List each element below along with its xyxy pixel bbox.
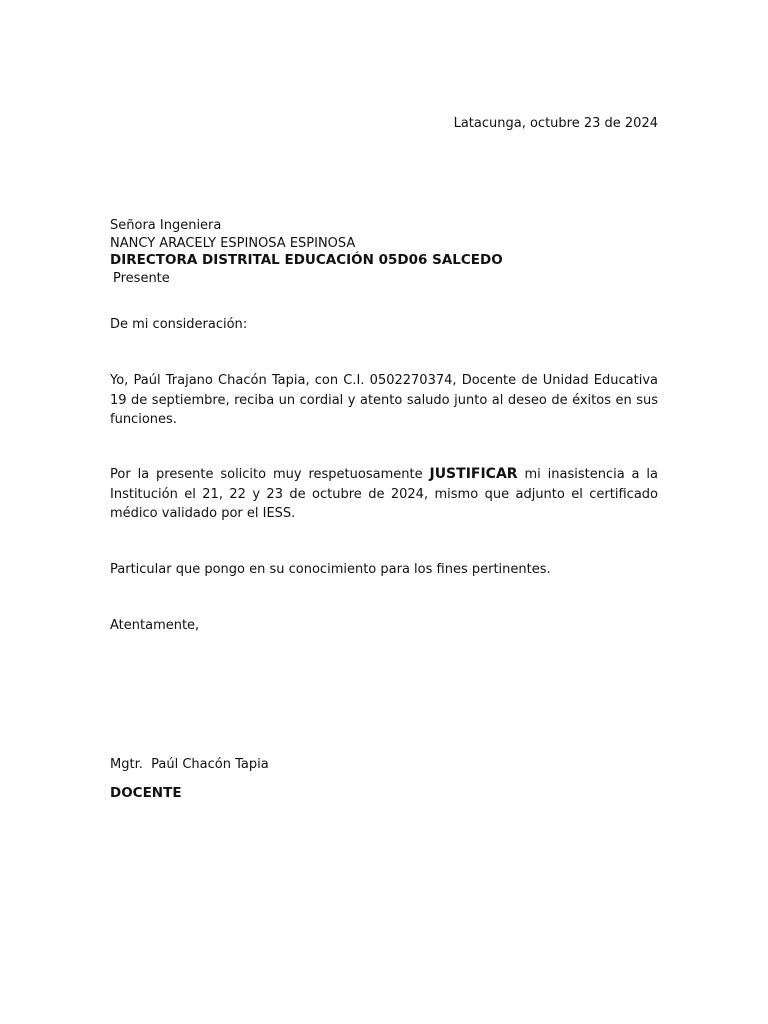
recipient-title: Señora Ingeniera (110, 218, 222, 233)
closing-salutation: Atentamente, (110, 618, 200, 633)
body-paragraph-2 (110, 465, 658, 524)
signature-name: Mgtr. Paúl Chacón Tapia (110, 757, 269, 772)
paragraph-2-emphasis: JUSTIFICAR (429, 466, 518, 482)
recipient-presente: Presente (113, 271, 170, 286)
letter-date: Latacunga, octubre 23 de 2024 (453, 116, 658, 131)
recipient-position: DIRECTORA DISTRITAL EDUCACIÓN 05D06 SALCEDO (110, 252, 503, 268)
signature-role: DOCENTE (110, 785, 182, 801)
body-paragraph-3: Particular que pongo en su conocimiento para los fines pertinentes. (110, 562, 551, 577)
letter-greeting: De mi consideración: (110, 317, 248, 332)
body-paragraph-1: Yo, Paúl Trajano Chacón Tapia, con C.I. 0502270374, Docente de Unidad Educativa 19 de septiembre, reciba un cordial y atento saludo junto al deseo de éxitos en sus funciones. (110, 373, 658, 427)
paragraph-2-before: Por la presente solicito muy respetuosamente (110, 467, 430, 482)
paragraph-2-after: mi inasistencia a la Institución el 21, 22 y 23 de octubre de 2024, mismo que adjunto el certificado médico validado por el IESS. (110, 467, 658, 521)
recipient-name: NANCY ARACELY ESPINOSA ESPINOSA (110, 236, 356, 251)
